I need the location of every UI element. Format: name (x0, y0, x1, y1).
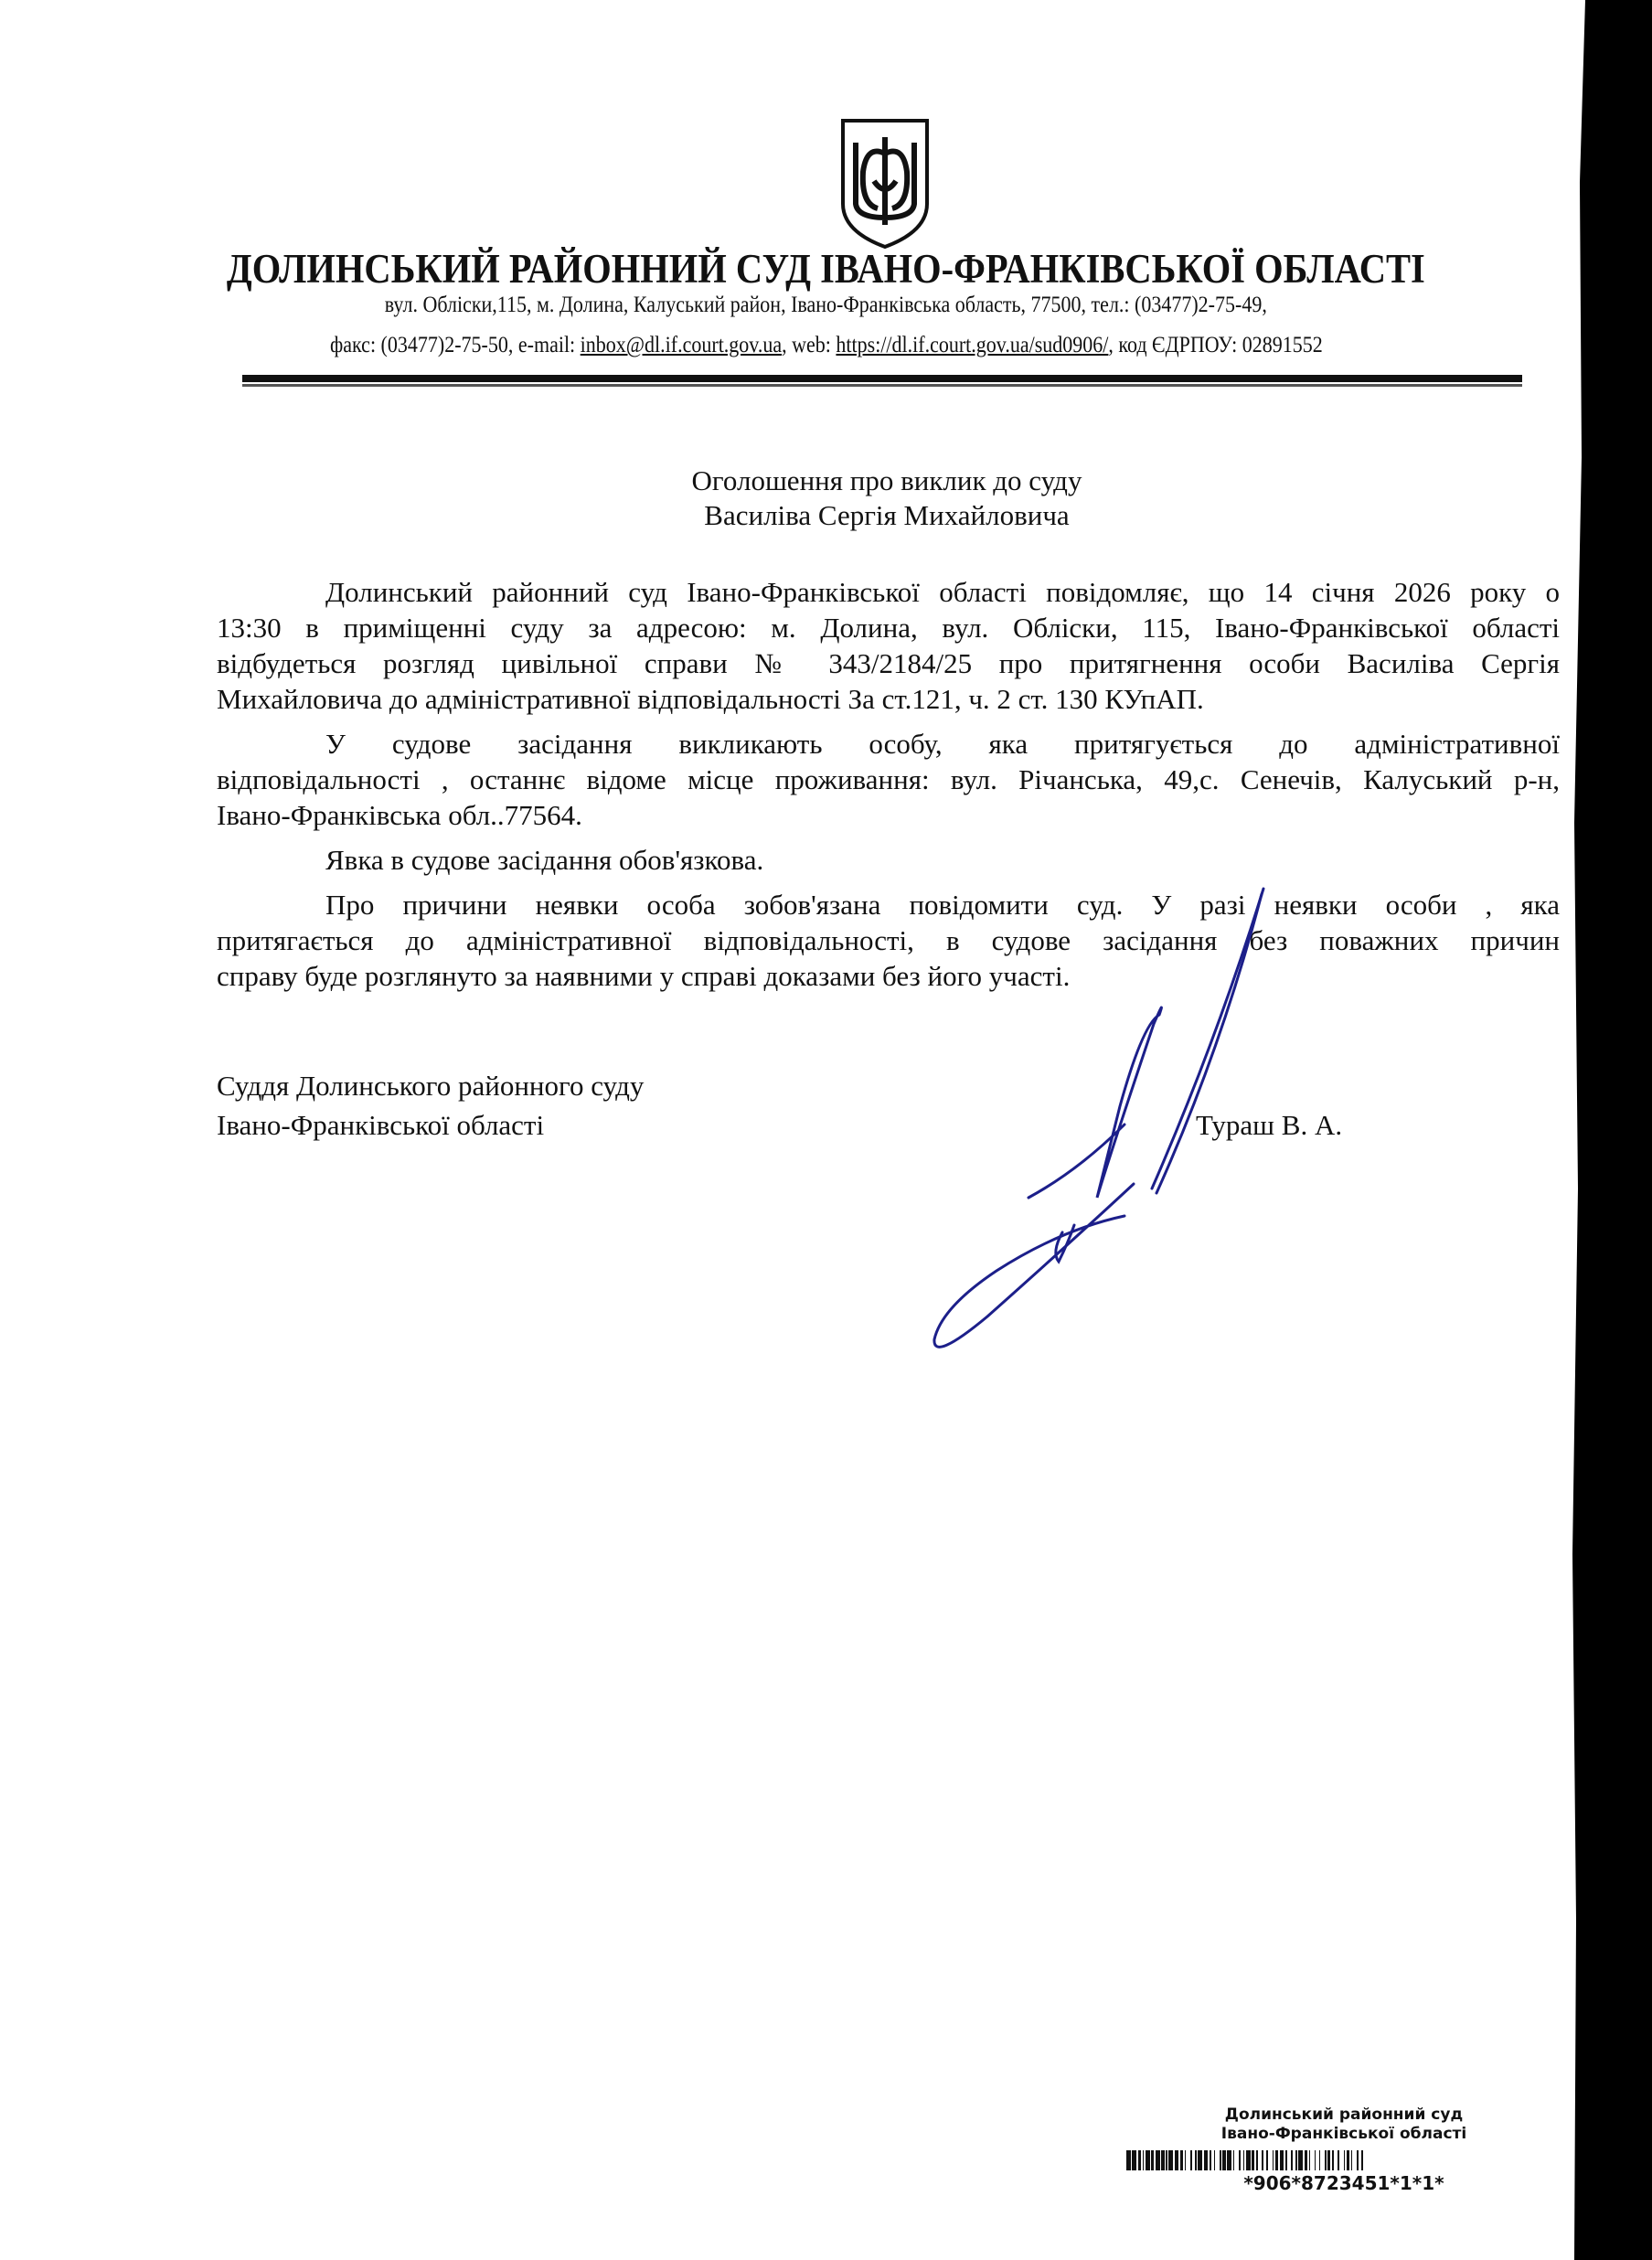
text-line: Явка в судове засідання обов'язкова. (325, 844, 764, 876)
email-link[interactable]: inbox@dl.if.court.gov.ua (580, 333, 782, 357)
text-line: Івано-Франківська обл..77564. (217, 799, 582, 831)
text-line: відбудеться розгляд цивільної справи № 343/2184/25 про притягнення особи Василіва Сергія (217, 647, 1560, 679)
text-line: У судове засідання викликають особу, яка притягується до адміністративної (325, 728, 1560, 760)
scan-edge-shadow (1565, 0, 1652, 2260)
text-line: справу буде розглянуто за наявними у справі доказами без його участі. (217, 960, 1071, 992)
court-contacts (0, 333, 1652, 358)
web-label: , web: (781, 333, 837, 357)
trident-emblem-icon (839, 117, 931, 250)
barcode (1126, 2150, 1565, 2170)
web-link[interactable]: https://dl.if.court.gov.ua/sud0906/ (836, 333, 1109, 357)
judge-position-line: Івано-Франківської області (217, 1109, 545, 1141)
barcode-number: *906*8723451*1*1* (1243, 2172, 1444, 2194)
text-line: Про причини неявки особа зобов'язана повідомити суд. У разі неявки особи , яка (325, 889, 1560, 921)
edrpou-code: , код ЄДРПОУ: 02891552 (1108, 333, 1323, 357)
notice-title: Оголошення про виклик до суду (691, 464, 1082, 496)
header-divider-thin (242, 384, 1522, 387)
text-line: притягається до адміністративної відповідальності, в судове засідання без поважних причин (217, 924, 1560, 956)
court-address: вул. Обліски,115, м. Долина, Калуський район, Івано-Франківська область, 77500, тел.: (03477)2-75-49, (384, 293, 1268, 317)
paragraph-absence (217, 887, 1560, 994)
paragraph-hearing (217, 574, 1560, 717)
text-line: Михайловича до адміністративної відповідальності За ст.121, ч. 2 ст. 130 КУпАП. (217, 683, 1204, 715)
judge-position-line: Суддя Долинського районного суду (217, 1070, 645, 1102)
handwritten-signature (914, 878, 1298, 1371)
judge-position (217, 1066, 644, 1145)
text-line: 13:30 в приміщенні суду за адресою: м. Долина, вул. Обліски, 115, Івано-Франківської області (217, 612, 1560, 644)
fax-text: факс: (03477)2-75-50, e-mail: (329, 333, 581, 357)
stamp-region: Івано-Франківської області (1220, 2125, 1467, 2143)
notice-body (217, 574, 1560, 1003)
notice-subject: Василіва Сергія Михайловича (704, 499, 1070, 531)
header-divider (242, 375, 1522, 382)
paragraph-mandatory (217, 842, 1560, 878)
text-line: відповідальності , останнє відоме місце проживання: вул. Річанська, 49,с. Сенечів, Калуський р-н, (217, 763, 1560, 795)
barcode-bar (1363, 2150, 1368, 2170)
court-name: ДОЛИНСЬКИЙ РАЙОННИЙ СУД ІВАНО-ФРАНКІВСЬКОЇ ОБЛАСТІ (227, 246, 1425, 292)
paragraph-summons (217, 726, 1560, 833)
stamp-court-name: Долинський районний суд (1224, 2105, 1464, 2124)
judge-name: Тураш В. А. (1196, 1109, 1343, 1141)
text-line: Долинський районний суд Івано-Франківської області повідомляє, що 14 січня 2026 року о (325, 576, 1560, 608)
